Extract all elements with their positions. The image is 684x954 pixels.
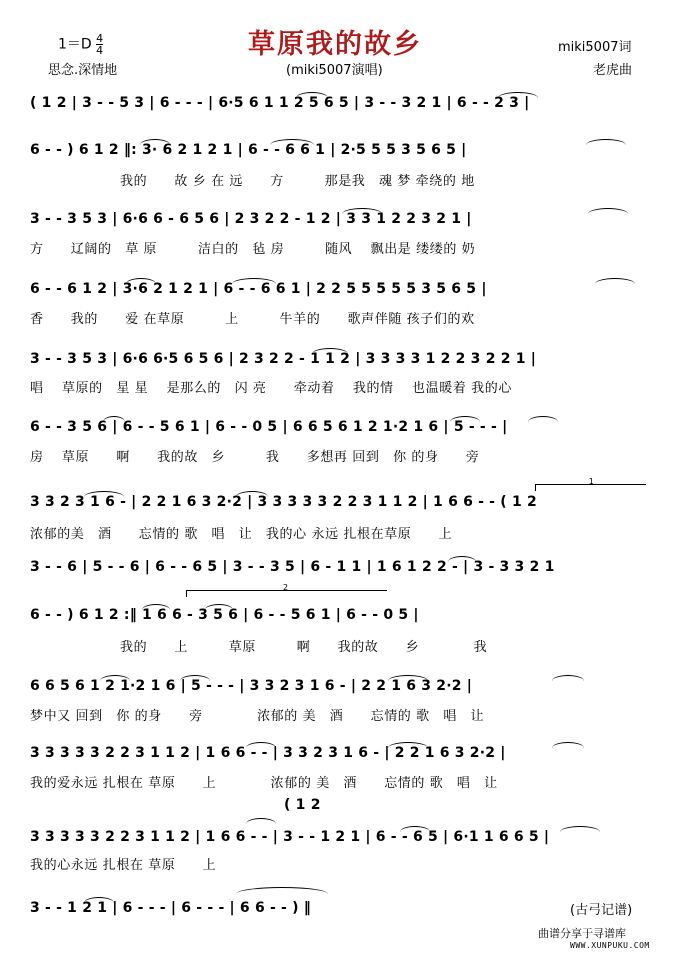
key-signature bbox=[58, 33, 103, 56]
slur-mark bbox=[142, 604, 170, 610]
score-system-11-lyrics: 我的爱永远 扎根在 草原 上 浓郁的 美 酒 忘情的 歌 唱 让 bbox=[30, 776, 498, 791]
slur-mark bbox=[450, 416, 480, 422]
score-system-12-lyrics: 我的心永远 扎根在 草原 上 bbox=[30, 858, 217, 873]
key-label: 1＝D bbox=[58, 36, 92, 53]
slur-mark bbox=[236, 491, 268, 497]
slur-mark bbox=[140, 139, 170, 145]
score-system-12-notes: 3 3 3 3 3 2 2 3 1 1 2 | 1 6 6 - - | 3 - - 1 2 1 | 6 - - 6 5 | 6·1 1 6 6 5 | bbox=[30, 829, 550, 845]
score-system-4-notes: 6 - - 6 1 2 | 3·6 2 1 2 1 | 6 - - 6 6 1 | 2 2 5 5 5 5 5 3 5 6 5 | bbox=[30, 281, 487, 297]
slur-mark bbox=[388, 675, 428, 681]
time-signature bbox=[96, 33, 103, 56]
slur-mark bbox=[246, 742, 276, 748]
source-credit: 曲谱分享于寻谱库 bbox=[538, 927, 626, 940]
score-system-12-pickup: ( 1 2 bbox=[284, 797, 321, 813]
score-system-10-lyrics: 梦中又 回到 你 的身 旁 浓郁的 美 酒 忘情的 歌 唱 让 bbox=[30, 709, 485, 724]
singer-credit: (miki5007演唱) bbox=[286, 63, 383, 78]
composer-credit: 老虎曲 bbox=[593, 63, 633, 78]
slur-mark bbox=[388, 742, 428, 748]
song-title: 草原我的故乡 bbox=[248, 29, 422, 60]
slur-mark bbox=[312, 348, 348, 354]
mood-marking: 思念.深情地 bbox=[48, 63, 118, 78]
slur-mark bbox=[84, 897, 114, 903]
slur-mark bbox=[528, 416, 558, 422]
slur-mark bbox=[588, 208, 628, 214]
slur-mark bbox=[100, 675, 130, 681]
slur-mark bbox=[560, 826, 600, 832]
slur-mark bbox=[103, 416, 125, 422]
score-system-5-lyrics: 唱 草原的 星 星 是那么的 闪 亮 牵动着 我的情 也温暖着 我的心 bbox=[30, 381, 512, 396]
score-system-10-notes: 6 6 5 6 1 2 1·2 1 6 | 5 - - - | 3 3 2 3 1 6 - | 2 2 1 6 3 2·2 | bbox=[30, 678, 473, 694]
score-system-4-lyrics: 香 我的 爱 在草原 上 牛羊的 歌声伴随 孩子们的欢 bbox=[30, 312, 475, 327]
time-denominator: 4 bbox=[96, 44, 104, 57]
score-system-9-lyrics: 我的 上 草原 啊 我的故 乡 我 bbox=[120, 640, 488, 655]
score-system-11-notes: 3 3 3 3 3 2 2 3 1 1 2 | 1 6 6 - - | 3 3 2 3 1 6 - | 2 2 1 6 3 2·2 | bbox=[30, 745, 506, 761]
score-system-2-lyrics: 我的 故 乡 在 远 方 那是我 魂 梦 牵绕的 地 bbox=[120, 174, 475, 189]
tie-mark bbox=[236, 887, 328, 894]
slur-mark bbox=[232, 278, 276, 284]
slur-mark bbox=[205, 604, 233, 610]
first-ending-bracket: 1 bbox=[535, 484, 646, 491]
slur-mark bbox=[552, 742, 584, 748]
slur-mark bbox=[552, 675, 584, 681]
score-system-8-notes: 3 - - 6 | 5 - - 6 | 6 - - 6 5 | 3 - - 3 5 | 6 - 1 1 | 1 6 1 2 2 - | 3 - 3 3 2 1 bbox=[30, 559, 555, 575]
score-system-1-notes: ( 1 2 | 3 - - 5 3 | 6 - - - | 6·5 6 1 1 2 5 6 5 | 3 - - 3 2 1 | 6 - - 2 3 | bbox=[30, 95, 530, 111]
transcriber-credit: (古弓记谱) bbox=[570, 903, 633, 918]
score-system-7-notes: 3 3 2 3 1 6 - | 2 2 1 6 3 2·2 | 3 3 3 3 3 2 2 3 1 1 2 | 1 6 6 - - ( 1 2 bbox=[30, 494, 537, 510]
score-system-2-notes: 6 - - ) 6 1 2 ‖: 3· 6 2 1 2 1 | 6 - - 6 6 1 | 2·5 5 5 3 5 6 5 | bbox=[30, 142, 467, 158]
slur-mark bbox=[595, 278, 635, 284]
score-system-13-notes: 3 - - 1 2 1 | 6 - - - | 6 - - - | 6 6 - - ) ‖ bbox=[30, 900, 312, 916]
score-system-3-lyrics: 方 辽阔的 草 原 洁白的 毡 房 随风 飘出是 缕缕的 奶 bbox=[30, 242, 476, 257]
score-system-5-notes: 3 - - 3 5 3 | 6·6 6·5 6 5 6 | 2 3 2 2 - 1 1 2 | 3 3 3 3 1 2 2 3 2 2 1 | bbox=[30, 351, 537, 367]
slur-mark bbox=[270, 139, 314, 145]
slur-mark bbox=[400, 826, 430, 832]
slur-mark bbox=[246, 818, 276, 824]
slur-mark bbox=[498, 92, 538, 98]
slur-mark bbox=[448, 556, 476, 562]
score-system-3-notes: 3 - - 3 5 3 | 6·6 6 - 6 5 6 | 2 3 2 2 - 1 2 | 3 3 1 2 2 3 2 1 | bbox=[30, 211, 472, 227]
score-system-6-notes: 6 - - 3 5 6 | 6 - - 5 6 1 | 6 - - 0 5 | 6 6 5 6 1 2 1·2 1 6 | 5 - - - | bbox=[30, 419, 508, 435]
score-system-6-lyrics: 房 草原 啊 我的故 乡 我 多想再 回到 你 的身 旁 bbox=[30, 450, 480, 465]
lyricist-credit: miki5007词 bbox=[558, 40, 632, 55]
score-system-9-notes: 6 - - ) 6 1 2 :‖ 1 6 6 - 3 5 6 | 6 - - 5 6 1 | 6 - - 0 5 | bbox=[30, 607, 419, 623]
slur-mark bbox=[296, 92, 328, 98]
second-ending-bracket: 2 bbox=[186, 590, 387, 597]
slur-mark bbox=[84, 491, 124, 497]
slur-mark bbox=[180, 675, 210, 681]
time-numerator: 4 bbox=[96, 32, 104, 45]
slur-mark bbox=[342, 208, 382, 214]
source-url: WWW.XUNPUKU.COM bbox=[570, 941, 650, 950]
slur-mark bbox=[586, 139, 626, 145]
slur-mark bbox=[126, 278, 156, 284]
score-system-7-lyrics: 浓郁的美 酒 忘情的 歌 唱 让 我的心 永远 扎根在草原 上 bbox=[30, 527, 453, 542]
